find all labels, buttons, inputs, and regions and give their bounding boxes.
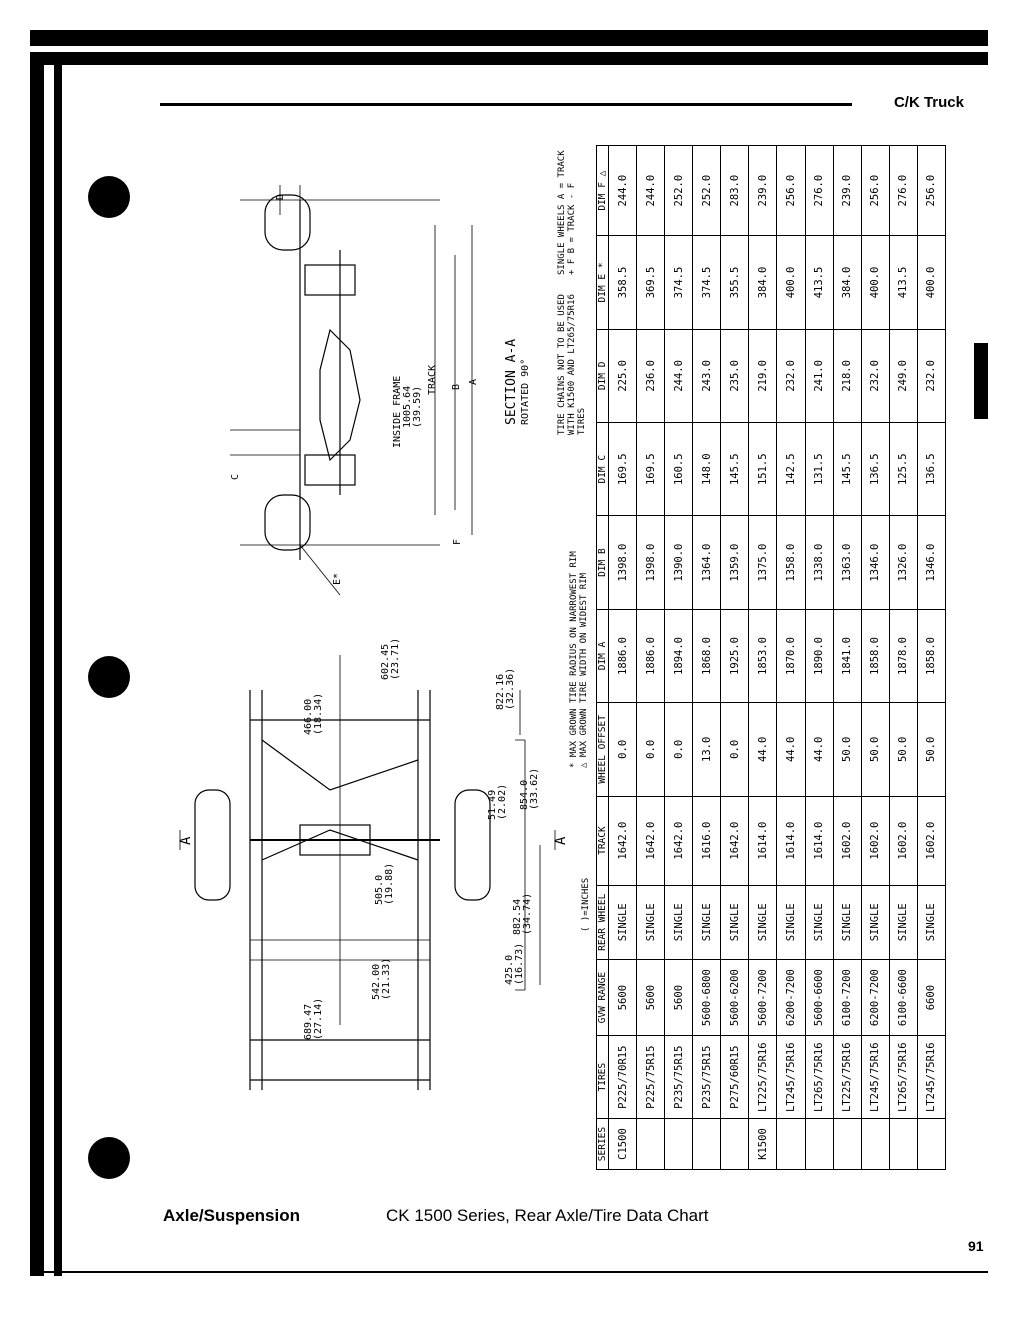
d-label: D	[275, 193, 286, 200]
table-cell: 1602.0	[861, 796, 889, 885]
table-cell: 1359.0	[721, 516, 749, 609]
inside-frame-mm: 1005.64	[402, 385, 413, 428]
table-row	[833, 146, 861, 1170]
table-cell: 239.0	[833, 146, 861, 236]
table-cell: 0.0	[609, 703, 637, 796]
table-cell: 256.0	[917, 146, 945, 236]
table-cell: 6100-6600	[889, 959, 917, 1035]
table-cell: 13.0	[693, 703, 721, 796]
table-cell: 249.0	[889, 329, 917, 422]
table-cell: 256.0	[777, 146, 805, 236]
column-header: SERIES	[597, 1119, 609, 1170]
dim-in: (32.36)	[505, 667, 516, 710]
table-cell: 1398.0	[637, 516, 665, 609]
table-cell: 50.0	[833, 703, 861, 796]
figure-caption: CK 1500 Series, Rear Axle/Tire Data Chart	[386, 1206, 709, 1225]
table-cell: 241.0	[805, 329, 833, 422]
table-cell: 1346.0	[861, 516, 889, 609]
table-cell: 1398.0	[609, 516, 637, 609]
dim-mm: 51.49	[487, 789, 498, 820]
table-cell: 1890.0	[805, 609, 833, 702]
table-cell: 1616.0	[693, 796, 721, 885]
table-cell: 5600-6200	[721, 959, 749, 1035]
table-cell: 5600-6800	[693, 959, 721, 1035]
table-cell: LT225/75R16	[833, 1036, 861, 1119]
inside-frame-in: (39.59)	[412, 385, 423, 428]
a-label: A	[468, 378, 479, 385]
table-cell: 1602.0	[917, 796, 945, 885]
table-cell: 1858.0	[917, 609, 945, 702]
table-cell: 1614.0	[749, 796, 777, 885]
table-cell: 374.5	[693, 236, 721, 329]
table-cell: 5600	[665, 959, 693, 1035]
dim-mm: 822.16	[495, 673, 506, 710]
table-cell: 1346.0	[917, 516, 945, 609]
table-cell: 1614.0	[805, 796, 833, 885]
dim-mm: 466.00	[303, 698, 314, 735]
table-row	[917, 146, 945, 1170]
column-header: DIM A	[597, 609, 609, 702]
table-cell: 0.0	[721, 703, 749, 796]
e-label: E*	[332, 572, 343, 585]
table-cell	[777, 1119, 805, 1170]
table-cell: 235.0	[721, 329, 749, 422]
b-label: B	[451, 383, 462, 390]
table-cell: SINGLE	[833, 885, 861, 959]
table-cell: LT245/75R16	[777, 1036, 805, 1119]
table-row	[721, 146, 749, 1170]
table-cell: 232.0	[861, 329, 889, 422]
dim-in: (21.33)	[381, 957, 392, 1000]
column-header: DIM F △	[597, 146, 609, 236]
table-cell: 145.5	[721, 423, 749, 516]
table-cell: SINGLE	[889, 885, 917, 959]
table-cell: 276.0	[805, 146, 833, 236]
table-cell: SINGLE	[749, 885, 777, 959]
dim-in: (16.73)	[514, 942, 525, 985]
single-wheels-note: SINGLE WHEELS A = TRACK + F B = TRACK - F	[557, 150, 577, 275]
upper-tire-bottom	[265, 495, 310, 550]
table-row	[889, 146, 917, 1170]
table-cell: 1642.0	[609, 796, 637, 885]
column-header: DIM B	[597, 516, 609, 609]
table-cell: SINGLE	[861, 885, 889, 959]
table-cell	[721, 1119, 749, 1170]
table-cell: P275/60R15	[721, 1036, 749, 1119]
table-cell: 6600	[917, 959, 945, 1035]
dim-in: (33.62)	[529, 767, 540, 810]
table-row	[777, 146, 805, 1170]
table-cell: 1642.0	[637, 796, 665, 885]
section-name: Axle/Suspension	[163, 1206, 300, 1225]
table-cell: 5600-7200	[749, 959, 777, 1035]
table-cell: 50.0	[861, 703, 889, 796]
table-cell: 1870.0	[777, 609, 805, 702]
table-cell: 1858.0	[861, 609, 889, 702]
dim-mm: 425.0	[504, 954, 515, 985]
table-cell: 136.5	[917, 423, 945, 516]
table-cell: 145.5	[833, 423, 861, 516]
dim-mm: 602.45	[380, 643, 391, 680]
table-cell: 44.0	[805, 703, 833, 796]
table-cell: 400.0	[917, 236, 945, 329]
section-title: SECTION A-A	[504, 338, 519, 425]
table-cell: 1853.0	[749, 609, 777, 702]
table-cell: P225/75R15	[637, 1036, 665, 1119]
left-rear-tire	[195, 790, 230, 900]
table-cell: SINGLE	[637, 885, 665, 959]
table-cell	[805, 1119, 833, 1170]
table-cell: 1358.0	[777, 516, 805, 609]
table-cell: 50.0	[917, 703, 945, 796]
table-row	[609, 146, 637, 1170]
dim-mm: 542.00	[371, 963, 382, 1000]
dim-in: (19.88)	[384, 862, 395, 905]
max-radius-note: * MAX GROWN TIRE RADIUS ON NARROWEST RIM	[569, 551, 579, 768]
table-cell: 136.5	[861, 423, 889, 516]
column-header: WHEEL OFFSET	[597, 703, 609, 796]
table-row	[693, 146, 721, 1170]
table-cell: 1390.0	[665, 516, 693, 609]
tire-data-table	[596, 145, 946, 1170]
column-header: TIRES	[597, 1036, 609, 1119]
table-cell: 1326.0	[889, 516, 917, 609]
table-cell: 1614.0	[777, 796, 805, 885]
table-cell: 244.0	[665, 329, 693, 422]
column-header: TRACK	[597, 796, 609, 885]
table-cell: 1894.0	[665, 609, 693, 702]
table-cell	[637, 1119, 665, 1170]
table-cell: SINGLE	[665, 885, 693, 959]
table-cell: 243.0	[693, 329, 721, 422]
dim-in: (34.74)	[522, 892, 533, 935]
table-cell: LT225/75R16	[749, 1036, 777, 1119]
f-label: F	[452, 538, 463, 545]
table-cell: 358.5	[609, 236, 637, 329]
table-cell: LT265/75R16	[889, 1036, 917, 1119]
table-cell: K1500	[749, 1119, 777, 1170]
table-cell: 1886.0	[637, 609, 665, 702]
table-cell: 369.5	[637, 236, 665, 329]
table-cell: 276.0	[889, 146, 917, 236]
table-cell: 0.0	[637, 703, 665, 796]
table-cell: 1363.0	[833, 516, 861, 609]
upper-tire-top	[265, 195, 310, 250]
table-cell: P225/70R15	[609, 1036, 637, 1119]
table-cell: 169.5	[637, 423, 665, 516]
table-cell	[693, 1119, 721, 1170]
section-subtitle: ROTATED 90°	[520, 358, 531, 425]
table-cell: 236.0	[637, 329, 665, 422]
table-cell: 283.0	[721, 146, 749, 236]
table-cell: 219.0	[749, 329, 777, 422]
table-cell: SINGLE	[609, 885, 637, 959]
table-cell	[861, 1119, 889, 1170]
table-cell: 50.0	[889, 703, 917, 796]
table-cell: 355.5	[721, 236, 749, 329]
table-cell: SINGLE	[917, 885, 945, 959]
dim-in: (2.02)	[497, 783, 508, 820]
table-cell: 5600	[609, 959, 637, 1035]
table-row	[749, 146, 777, 1170]
table-cell: 6200-7200	[777, 959, 805, 1035]
table-cell: 252.0	[665, 146, 693, 236]
table-cell: 413.5	[805, 236, 833, 329]
table-cell: 1886.0	[609, 609, 637, 702]
table-cell: SINGLE	[693, 885, 721, 959]
right-rear-tire	[455, 790, 490, 900]
table-cell	[665, 1119, 693, 1170]
table-cell: 225.0	[609, 329, 637, 422]
table-cell: 151.5	[749, 423, 777, 516]
table-cell: LT245/75R16	[917, 1036, 945, 1119]
dim-mm: 854.0	[519, 779, 530, 810]
table-cell: 6100-7200	[833, 959, 861, 1035]
spring-pack-top	[305, 265, 355, 295]
column-header: DIM D	[597, 329, 609, 422]
table-row	[637, 146, 665, 1170]
max-width-note: △ MAX GROWN TIRE WIDTH ON WIDEST RIM	[579, 572, 589, 768]
table-cell: 374.5	[665, 236, 693, 329]
page-header: C/K Truck	[893, 94, 964, 111]
table-cell: 244.0	[637, 146, 665, 236]
table-cell: SINGLE	[805, 885, 833, 959]
table-cell: 1642.0	[721, 796, 749, 885]
column-header: DIM E *	[597, 236, 609, 329]
table-cell: LT245/75R16	[861, 1036, 889, 1119]
table-notes	[555, 145, 595, 1170]
table-cell: 44.0	[777, 703, 805, 796]
table-cell: 256.0	[861, 146, 889, 236]
c-label: C	[230, 473, 241, 480]
table-row	[805, 146, 833, 1170]
table-cell: 413.5	[889, 236, 917, 329]
table-cell: 125.5	[889, 423, 917, 516]
table-cell: SINGLE	[777, 885, 805, 959]
table-cell: 131.5	[805, 423, 833, 516]
dim-mm: 689.47	[303, 1003, 314, 1040]
table-cell: 1925.0	[721, 609, 749, 702]
table-cell: 1602.0	[889, 796, 917, 885]
table-cell: 232.0	[917, 329, 945, 422]
table-cell: 5600	[637, 959, 665, 1035]
page-number: 91	[968, 1238, 984, 1254]
dim-in: (27.14)	[313, 997, 324, 1040]
table-cell: 1878.0	[889, 609, 917, 702]
table-cell: 400.0	[861, 236, 889, 329]
table-cell: LT265/75R16	[805, 1036, 833, 1119]
table-cell: 142.5	[777, 423, 805, 516]
table-cell: P235/75R15	[665, 1036, 693, 1119]
table-row	[665, 146, 693, 1170]
table-cell: 5600-6600	[805, 959, 833, 1035]
table-header-row	[597, 146, 609, 1170]
table-cell: 160.5	[665, 423, 693, 516]
table-cell: 169.5	[609, 423, 637, 516]
column-header: REAR WHEEL	[597, 885, 609, 959]
column-header: GVW RANGE	[597, 959, 609, 1035]
cut-marker-left: A	[178, 836, 194, 845]
dim-in: (23.71)	[390, 637, 401, 680]
tire-data-table-wrap	[596, 145, 946, 1170]
tire-chains-note: TIRE CHAINS NOT TO BE USED WITH K1500 AND LT265/75R16 TIRES	[557, 294, 587, 435]
table-cell: 6200-7200	[861, 959, 889, 1035]
table-cell: 1841.0	[833, 609, 861, 702]
table-cell: 0.0	[665, 703, 693, 796]
table-cell: 239.0	[749, 146, 777, 236]
inches-note: ( )=INCHES	[581, 877, 591, 932]
table-cell	[917, 1119, 945, 1170]
table-cell: 1338.0	[805, 516, 833, 609]
table-cell: 44.0	[749, 703, 777, 796]
table-cell: 1364.0	[693, 516, 721, 609]
table-cell: 1642.0	[665, 796, 693, 885]
table-cell: 1868.0	[693, 609, 721, 702]
table-cell	[833, 1119, 861, 1170]
table-cell: 232.0	[777, 329, 805, 422]
table-cell: 244.0	[609, 146, 637, 236]
dim-mm: 882.54	[512, 898, 523, 935]
table-cell: 252.0	[693, 146, 721, 236]
table-cell	[889, 1119, 917, 1170]
dim-mm: 505.0	[374, 874, 385, 905]
table-cell: C1500	[609, 1119, 637, 1170]
table-cell: 384.0	[749, 236, 777, 329]
track-label: TRACK	[427, 364, 438, 395]
column-header: DIM C	[597, 423, 609, 516]
table-cell: 1375.0	[749, 516, 777, 609]
cut-marker-right: A	[553, 836, 569, 845]
table-cell: SINGLE	[721, 885, 749, 959]
table-cell: 1602.0	[833, 796, 861, 885]
table-cell: P235/75R15	[693, 1036, 721, 1119]
table-cell: 384.0	[833, 236, 861, 329]
table-cell: 218.0	[833, 329, 861, 422]
table-row	[861, 146, 889, 1170]
inside-frame-label: INSIDE FRAME	[392, 375, 403, 448]
table-cell: 400.0	[777, 236, 805, 329]
table-cell: 148.0	[693, 423, 721, 516]
dim-in: (18.34)	[313, 692, 324, 735]
